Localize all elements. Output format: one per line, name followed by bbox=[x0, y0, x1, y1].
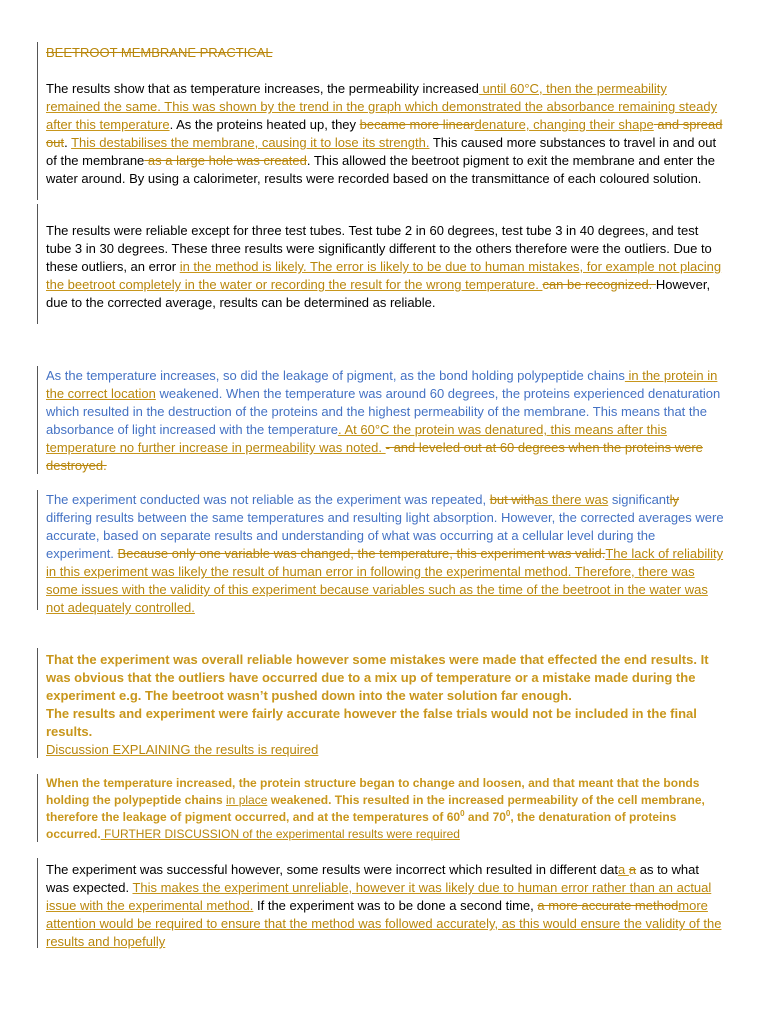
insertion: denature, changing their shape bbox=[474, 117, 654, 132]
text: That the experiment was overall reliable however some mistakes were made that effected the end results. It was obvious that the outliers have occurred due to a mix up of temperature or a mistake made during the experiment e.g. The beetroot wasn’t pushed down into the water solution far enough. bbox=[46, 652, 709, 703]
text: . This allowed the beetroot pigment to exit the membrane and enter the water around. By using a calorimeter, results were recorded based on the transmittance of each coloured solution. bbox=[46, 153, 715, 186]
superscript: 0 bbox=[460, 809, 465, 818]
text: When the temperature increased, the protein structure began to change and loosen, and that meant that the bonds holding the polypeptide chains bbox=[46, 776, 700, 807]
insertion: in the protein in the correct location bbox=[46, 368, 718, 401]
insertion: in the method is likely. The error is likely to be due to human mistakes, for example not placing the beetroot completely in the water or recording the result for the wrong temperature. bbox=[46, 259, 722, 292]
paragraph-2 bbox=[46, 222, 724, 312]
deletion: a more accurate method bbox=[537, 898, 679, 913]
insertion: a bbox=[618, 862, 629, 877]
paragraph-1 bbox=[46, 80, 724, 188]
insertion: more attention would be required to ensure that the method was followed accurately, as this would ensure the validity of the results and hopefully bbox=[46, 898, 722, 949]
deletion: - and leveled out at 60 degrees when the proteins were destroyed. bbox=[46, 440, 703, 473]
text: As the temperature increases, so did the leakage of pigment, as the bond holding polypeptide chains bbox=[46, 368, 625, 383]
text: weakened. This resulted in the increased permeability of the cell membrane, therefore the leakage of pigment occurred, and at the temperatures of 60 bbox=[46, 793, 705, 824]
title-text: BEETROOT MEMBRANE PRACTICAL bbox=[46, 45, 273, 60]
deletion: but with bbox=[489, 492, 535, 507]
paragraph-3 bbox=[46, 367, 724, 475]
change-bar bbox=[37, 204, 38, 324]
text: The results were reliable except for three test tubes. Test tube 2 in 60 degrees, test tube 3 in 40 degrees, and test tube 3 in 30 degrees. These three results were significantly different to the others therefore were the outliers. Due to these outliers, an error bbox=[46, 223, 712, 274]
text: weakened. When the temperature was around 60 degrees, the proteins experienced denaturation which resulted in the destruction of the proteins and the highest permeability of the membrane. This means that the absorbance of light increased with the temperature bbox=[46, 386, 721, 437]
paragraph-7 bbox=[46, 861, 724, 951]
text: This caused more substances to travel in and out of the membrane bbox=[46, 135, 717, 168]
text: The experiment was successful however, some results were incorrect which resulted in different dat bbox=[46, 862, 619, 877]
text: significant bbox=[608, 492, 670, 507]
change-bar bbox=[37, 858, 38, 948]
text: as to what was expected. bbox=[46, 862, 699, 895]
insertion: as there was bbox=[534, 492, 609, 507]
document-title bbox=[46, 44, 724, 62]
text: The results and experiment were fairly accurate however the false trials would not be included in the final results. bbox=[46, 706, 697, 739]
change-bar bbox=[37, 366, 38, 474]
insertion: The lack of reliability in this experiment was likely the result of human error in following the experimental method. Therefore, there was some issues with the validity of this experiment because variables such as the time of the beetroot in the water was not adequately controlled. bbox=[46, 546, 724, 615]
insertion: This makes the experiment unreliable, however it was likely due to human error rather than an actual issue with the experimental method. bbox=[46, 880, 712, 913]
change-bar bbox=[37, 774, 38, 842]
comment-insertion: FURTHER DISCUSSION of the experimental results were required bbox=[100, 827, 460, 841]
deletion: as a large hole was created bbox=[144, 153, 307, 168]
deletion: a bbox=[628, 862, 637, 877]
text: If the experiment was to be done a second time, bbox=[253, 898, 538, 913]
insertion: This destabilises the membrane, causing it to lose its strength. bbox=[71, 135, 430, 150]
text: The experiment conducted was not reliable as the experiment was repeated, bbox=[46, 492, 490, 507]
paragraph-4 bbox=[46, 491, 724, 617]
paragraph-5 bbox=[46, 651, 724, 759]
text: . As the proteins heated up, they bbox=[169, 117, 360, 132]
change-bar bbox=[37, 42, 38, 200]
text: The results show that as temperature increases, the permeability increased bbox=[46, 81, 479, 96]
deletion: Because only one variable was changed, the temperature, this experiment was valid. bbox=[117, 546, 606, 561]
text: . bbox=[64, 135, 72, 150]
paragraph-6 bbox=[46, 775, 724, 843]
comment-insertion: Discussion EXPLAINING the results is required bbox=[46, 742, 319, 757]
text: and 70 bbox=[464, 810, 506, 824]
deletion: became more linear bbox=[359, 117, 475, 132]
text: , the denaturation of proteins occurred. bbox=[46, 810, 677, 841]
superscript: 0 bbox=[505, 809, 511, 818]
text: differing results between the same temperatures and resulting light absorption. However, the corrected averages were accurate, based on separate results and understanding of what was occurring at a cellular level during the experiment. bbox=[46, 510, 724, 561]
insertion: . At 60°C the protein was denatured, this means after this temperature no further increase in permeability was noted. bbox=[46, 422, 667, 455]
insertion: in place bbox=[226, 793, 268, 807]
deletion: ly bbox=[669, 492, 680, 507]
deletion: and spread out bbox=[46, 117, 723, 150]
change-bar bbox=[37, 490, 38, 610]
change-bar bbox=[37, 648, 38, 758]
deletion: can be recognized. bbox=[542, 277, 656, 292]
insertion: until 60°C, then the permeability remained the same. This was shown by the trend in the graph which demonstrated the absorbance remaining steady after this temperature bbox=[46, 81, 718, 132]
text: However, due to the corrected average, results can be determined as reliable. bbox=[46, 277, 711, 310]
